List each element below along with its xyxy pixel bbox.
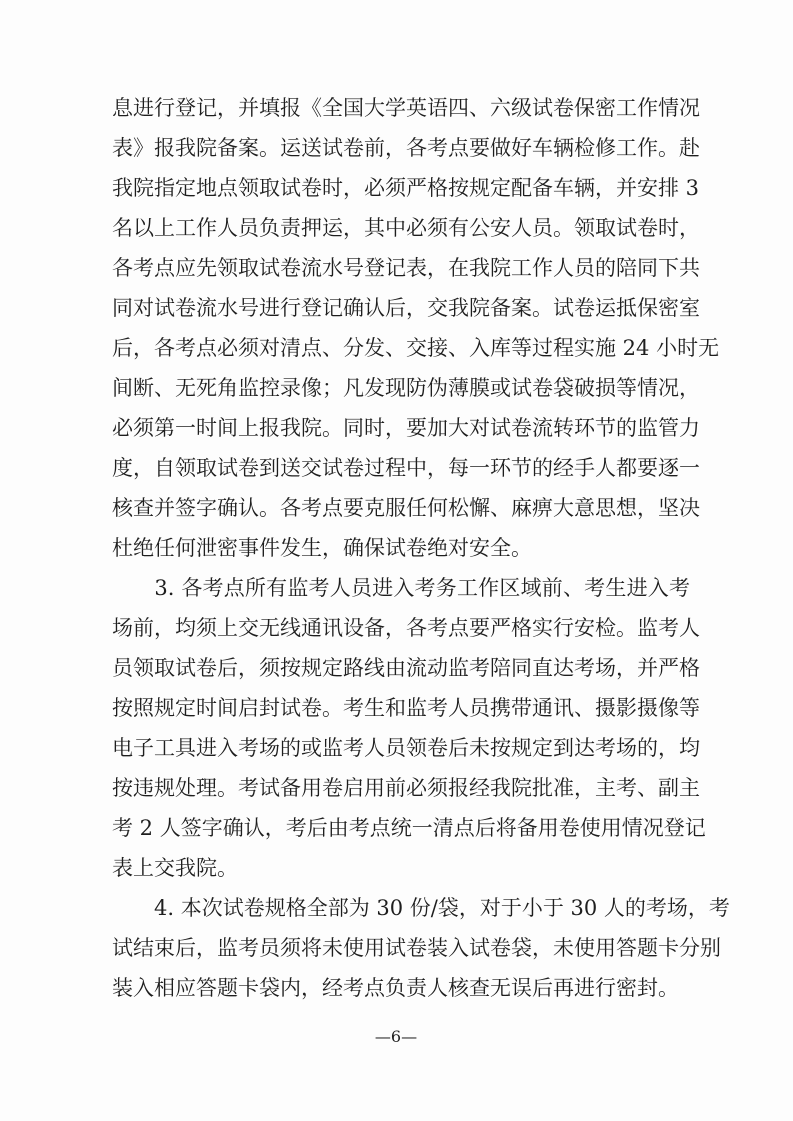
text-line: 场前，均须上交无线通讯设备，各考点要严格实行安检。监考人 [112,616,700,640]
paragraph-3-start: 3. 各考点所有监考人员进入考务工作区域前、考生进入考 [112,576,690,600]
text-line: 试结束后，监考员须将未使用试卷装入试卷袋，未使用答题卡分别 [112,936,721,960]
text-line: 员领取试卷后，须按规定路线由流动监考陪同直达考场，并严格 [112,656,700,680]
text-line: 考 2 人签字确认，考后由考点统一清点后将备用卷使用情况登记 [112,816,706,840]
text-line: 息进行登记，并填报《全国大学英语四、六级试卷保密工作情况 [112,96,700,120]
text-line: 表上交我院。 [112,856,238,880]
text-line: 度，自领取试卷到送交试卷过程中，每一环节的经手人都要逐一 [112,456,700,480]
text-line: 名以上工作人员负责押运，其中必须有公安人员。领取试卷时， [112,216,700,240]
paragraph-4-start: 4. 本次试卷规格全部为 30 份/袋，对于小于 30 人的考场，考 [112,896,730,920]
text-line: 后，各考点必须对清点、分发、交接、入库等过程实施 24 小时无 [112,336,720,360]
text-line: 必须第一时间上报我院。同时，要加大对试卷流转环节的监管力 [112,416,700,440]
text-line: 我院指定地点领取试卷时，必须严格按规定配备车辆，并安排 3 [112,176,700,200]
text-line: 电子工具进入考场的或监考人员领卷后未按规定到达考场的，均 [112,736,700,760]
text-line: 装入相应答题卡袋内，经考点负责人核查无误后再进行密封。 [112,976,679,1000]
text-line: 间断、无死角监控录像；凡发现防伪薄膜或试卷袋破损等情况， [112,376,700,400]
text-line: 表》报我院备案。运送试卷前，各考点要做好车辆检修工作。赴 [112,136,700,160]
text-line: 按违规处理。考试备用卷启用前必须报经我院批准，主考、副主 [112,776,700,800]
text-line: 同对试卷流水号进行登记确认后，交我院备案。试卷运抵保密室 [112,296,700,320]
page-number: —6— [374,1027,418,1046]
text-line: 按照规定时间启封试卷。考生和监考人员携带通讯、摄影摄像等 [112,696,700,720]
text-line: 各考点应先领取试卷流水号登记表，在我院工作人员的陪同下共 [112,256,700,280]
text-line: 杜绝任何泄密事件发生，确保试卷绝对安全。 [112,536,532,560]
text-line: 核查并签字确认。各考点要克服任何松懈、麻痹大意思想，坚决 [112,496,700,520]
